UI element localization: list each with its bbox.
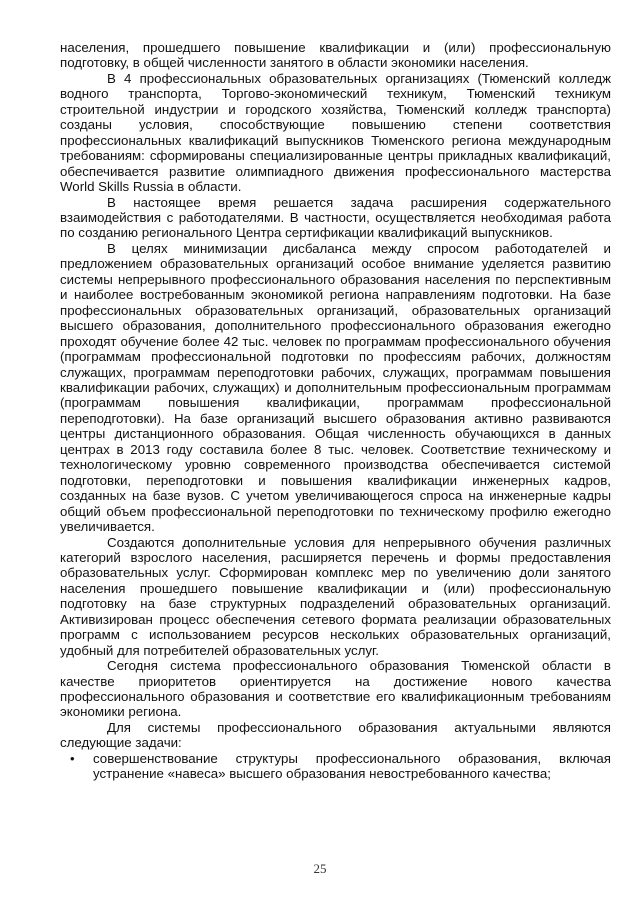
list-item-text: совершенствование структуры профессионального образования, включая устранение «навеса» высшего образования невостребованного качества; — [93, 750, 611, 782]
paragraph: населения, прошедшего повышение квалификации и (или) профессиональную подготовку, в общей численности занятого в области экономики населения. — [60, 40, 611, 71]
paragraph: Для системы профессионального образования актуальными являются следующие задачи: — [60, 719, 611, 751]
paragraph: Сегодня система профессионального образования Тюменской области в качестве приоритетов ориентируется на достижение нового качества профессионального образования и соответствие его квалификационным требованиям экономики региона. — [60, 658, 611, 720]
paragraph: В 4 профессиональных образовательных организациях (Тюменский колледж водного транспорта, Торгово-экономический техникум, Тюменский техникум строительной индустрии и городского хозяйства, Тюменский колледж транспорта) созданы условия, способствующие повышению степени соответствия профессиональных квалификаций выпускников Тюменского региона международным требованиям: сформированы специализированные центры прикладных квалификаций, обеспечивается развитие олимпиадного движения профессионального мастерства World Skills Russia в области. — [60, 70, 611, 195]
list-item — [70, 750, 611, 782]
page-number: 25 — [313, 861, 327, 876]
task-list — [60, 751, 611, 782]
paragraph: В целях минимизации дисбаланса между спросом работодателей и предложением образовательных организаций особое внимание уделяется развитию системы непрерывного профессионального образования населения по перспективным и наиболее востребованным экономикой региона направлениям подготовки. На базе профессиональных образовательных организаций, образовательных организаций высшего образования, дополнительного профессионального образования ежегодно проходят обучение более 42 тыс. человек по программам профессионального обучения (программам профессиональной подготовки по профессиям рабочих, должностям служащих, программам переподготовки рабочих, служащих, программам повышения квалификации рабочих, служащих) и дополнительным профессиональным программам (программам повышения квалификации, программам профессиональной переподготовки). На базе организаций высшего образования активно развиваются центры дистанционного образования. Общая численность обучающихся в данных центрах в 2013 году составила более 8 тыс. человек. Соответствие техническому и технологическому уровню современного производства обеспечивается системой подготовки, переподготовки и повышения квалификации инженерных кадров, созданных на базе вузов. С учетом увеличивающегося спроса на инженерные кадры общий объем профессиональной переподготовки по техническому профилю ежегодно увеличивается. — [60, 240, 611, 535]
paragraph: Создаются дополнительные условия для непрерывного обучения различных категорий взрослого населения, расширяется перечень и формы предоставления образовательных услуг. Сформирован комплекс мер по увеличению доли занятого населения прошедшего повышение квалификации и (или) профессиональную подготовку на базе структурных подразделений образовательных организаций. Активизирован процесс обеспечения сетевого формата реализации образовательных программ с использованием ресурсов нескольких образовательных организаций, удобный для потребителей образовательных услуг. — [60, 534, 611, 658]
paragraph: В настоящее время решается задача расширения содержательного взаимодействия с работодателями. В частности, осуществляется необходимая работа по созданию регионального Центра сертификации квалификаций выпускников. — [60, 194, 611, 241]
bullet-icon: • — [70, 750, 75, 766]
body-text — [60, 40, 611, 782]
